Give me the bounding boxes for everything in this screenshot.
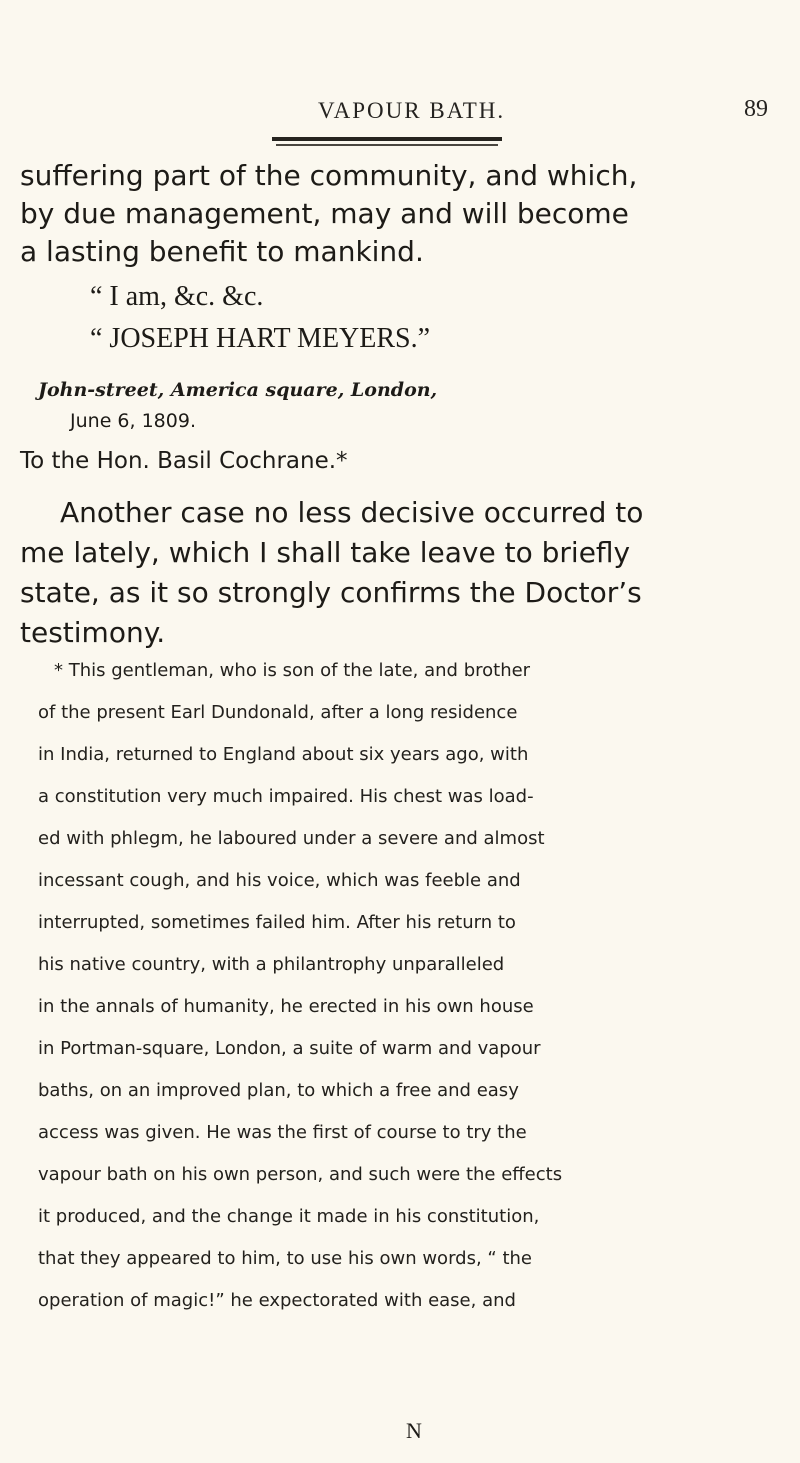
running-head-title: VAPOUR BATH. bbox=[318, 98, 506, 123]
footnote-line: a constitution very much impaired. His chest was load- bbox=[38, 786, 534, 807]
letter-signature: “ JOSEPH HART MEYERS.” bbox=[90, 323, 431, 354]
footnote-line: ed with phlegm, he laboured under a severe and almost bbox=[38, 828, 545, 849]
page-number: 89 bbox=[744, 96, 768, 122]
footnote-line: interrupted, sometimes failed him. After his return to bbox=[38, 912, 516, 933]
text-line: testimony. bbox=[20, 616, 166, 649]
text-line: by due management, may and will become bbox=[20, 197, 629, 230]
letter-closing: “ I am, &c. &c. bbox=[90, 281, 264, 312]
footnote-line: in the annals of humanity, he erected in his own house bbox=[38, 996, 534, 1017]
footnote-line: access was given. He was the first of course to try the bbox=[38, 1122, 527, 1143]
footnote-line: in Portman-square, London, a suite of warm and vapour bbox=[38, 1038, 541, 1059]
letter-address: John-street, America square, London, bbox=[38, 379, 438, 401]
header-rule-secondary bbox=[276, 144, 498, 146]
text-line: a lasting benefit to mankind. bbox=[20, 235, 424, 268]
footnote-line: incessant cough, and his voice, which was feeble and bbox=[38, 870, 521, 891]
footnote-line: vapour bath on his own person, and such were the effects bbox=[38, 1164, 563, 1185]
header-rule bbox=[272, 137, 502, 141]
text-line: state, as it so strongly confirms the Doctor’s bbox=[20, 576, 642, 609]
text-line: suffering part of the community, and which, bbox=[20, 159, 638, 192]
letter-addressee: To the Hon. Basil Cochrane.* bbox=[20, 448, 348, 474]
printer-signature-mark: N bbox=[406, 1418, 422, 1443]
footnote-line: baths, on an improved plan, to which a free and easy bbox=[38, 1080, 519, 1101]
footnote-line: of the present Earl Dundonald, after a long residence bbox=[38, 702, 518, 723]
footnote-line: in India, returned to England about six years ago, with bbox=[38, 744, 529, 765]
footnote-line: * This gentleman, who is son of the late, and brother bbox=[54, 660, 531, 681]
text-line: me lately, which I shall take leave to briefly bbox=[20, 536, 631, 569]
footnote-line: his native country, with a philantrophy unparalleled bbox=[38, 954, 505, 975]
footnote-line: it produced, and the change it made in his constitution, bbox=[38, 1206, 540, 1227]
footnote-line: operation of magic!” he expectorated with ease, and bbox=[38, 1290, 516, 1311]
footnote-line: that they appeared to him, to use his own words, “ the bbox=[38, 1248, 532, 1269]
letter-date: June 6, 1809. bbox=[70, 410, 196, 432]
text-line: Another case no less decisive occurred to bbox=[60, 496, 644, 529]
